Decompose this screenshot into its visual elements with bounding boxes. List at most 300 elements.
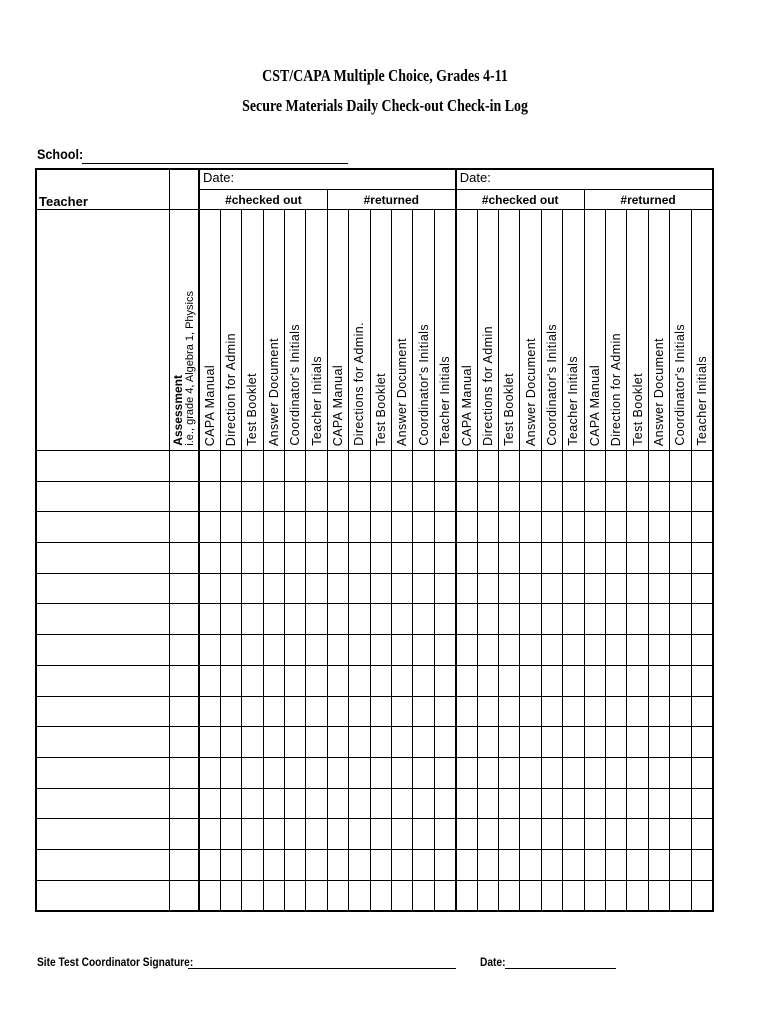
- entry-cell[interactable]: [627, 849, 648, 880]
- assessment-cell[interactable]: [169, 849, 199, 880]
- entry-cell[interactable]: [434, 573, 455, 604]
- entry-cell[interactable]: [499, 573, 520, 604]
- entry-cell[interactable]: [434, 665, 455, 696]
- entry-cell[interactable]: [606, 635, 627, 666]
- entry-cell[interactable]: [606, 512, 627, 543]
- entry-cell[interactable]: [220, 573, 241, 604]
- entry-cell[interactable]: [627, 543, 648, 574]
- entry-cell[interactable]: [541, 451, 562, 482]
- assessment-cell[interactable]: [169, 573, 199, 604]
- entry-cell[interactable]: [434, 481, 455, 512]
- entry-cell[interactable]: [306, 788, 327, 819]
- teacher-cell[interactable]: [36, 512, 169, 543]
- teacher-cell[interactable]: [36, 880, 169, 911]
- entry-cell[interactable]: [520, 819, 541, 850]
- entry-cell[interactable]: [392, 665, 413, 696]
- entry-cell[interactable]: [584, 757, 605, 788]
- entry-cell[interactable]: [541, 727, 562, 758]
- entry-cell[interactable]: [541, 512, 562, 543]
- entry-cell[interactable]: [670, 573, 691, 604]
- entry-cell[interactable]: [520, 543, 541, 574]
- entry-cell[interactable]: [648, 481, 669, 512]
- entry-cell[interactable]: [349, 665, 370, 696]
- entry-cell[interactable]: [392, 604, 413, 635]
- teacher-cell[interactable]: [36, 481, 169, 512]
- entry-cell[interactable]: [370, 696, 391, 727]
- entry-cell[interactable]: [648, 880, 669, 911]
- entry-cell[interactable]: [370, 604, 391, 635]
- entry-cell[interactable]: [413, 849, 434, 880]
- entry-cell[interactable]: [499, 757, 520, 788]
- entry-cell[interactable]: [263, 635, 284, 666]
- entry-cell[interactable]: [670, 604, 691, 635]
- entry-cell[interactable]: [670, 727, 691, 758]
- teacher-cell[interactable]: [36, 696, 169, 727]
- entry-cell[interactable]: [477, 788, 498, 819]
- entry-cell[interactable]: [220, 696, 241, 727]
- entry-cell[interactable]: [263, 481, 284, 512]
- entry-cell[interactable]: [434, 819, 455, 850]
- entry-cell[interactable]: [327, 635, 348, 666]
- entry-cell[interactable]: [285, 819, 306, 850]
- entry-cell[interactable]: [456, 665, 477, 696]
- entry-cell[interactable]: [306, 604, 327, 635]
- entry-cell[interactable]: [627, 819, 648, 850]
- entry-cell[interactable]: [670, 665, 691, 696]
- entry-cell[interactable]: [220, 481, 241, 512]
- teacher-cell[interactable]: [36, 543, 169, 574]
- entry-cell[interactable]: [349, 757, 370, 788]
- entry-cell[interactable]: [263, 665, 284, 696]
- entry-cell[interactable]: [370, 849, 391, 880]
- entry-cell[interactable]: [648, 849, 669, 880]
- entry-cell[interactable]: [670, 481, 691, 512]
- entry-cell[interactable]: [349, 543, 370, 574]
- entry-cell[interactable]: [456, 604, 477, 635]
- entry-cell[interactable]: [199, 604, 220, 635]
- entry-cell[interactable]: [220, 819, 241, 850]
- entry-cell[interactable]: [306, 512, 327, 543]
- entry-cell[interactable]: [306, 727, 327, 758]
- entry-cell[interactable]: [477, 512, 498, 543]
- entry-cell[interactable]: [242, 481, 263, 512]
- entry-cell[interactable]: [242, 604, 263, 635]
- entry-cell[interactable]: [327, 543, 348, 574]
- entry-cell[interactable]: [434, 604, 455, 635]
- entry-cell[interactable]: [413, 819, 434, 850]
- entry-cell[interactable]: [285, 573, 306, 604]
- entry-cell[interactable]: [285, 451, 306, 482]
- entry-cell[interactable]: [606, 543, 627, 574]
- entry-cell[interactable]: [434, 727, 455, 758]
- entry-cell[interactable]: [499, 451, 520, 482]
- entry-cell[interactable]: [563, 849, 584, 880]
- entry-cell[interactable]: [242, 757, 263, 788]
- entry-cell[interactable]: [648, 788, 669, 819]
- entry-cell[interactable]: [563, 880, 584, 911]
- entry-cell[interactable]: [199, 573, 220, 604]
- entry-cell[interactable]: [584, 788, 605, 819]
- entry-cell[interactable]: [349, 727, 370, 758]
- entry-cell[interactable]: [220, 451, 241, 482]
- entry-cell[interactable]: [370, 880, 391, 911]
- entry-cell[interactable]: [413, 573, 434, 604]
- entry-cell[interactable]: [306, 696, 327, 727]
- entry-cell[interactable]: [370, 665, 391, 696]
- entry-cell[interactable]: [220, 665, 241, 696]
- entry-cell[interactable]: [499, 635, 520, 666]
- entry-cell[interactable]: [413, 543, 434, 574]
- entry-cell[interactable]: [499, 819, 520, 850]
- entry-cell[interactable]: [199, 880, 220, 911]
- entry-cell[interactable]: [220, 543, 241, 574]
- entry-cell[interactable]: [370, 727, 391, 758]
- entry-cell[interactable]: [370, 543, 391, 574]
- entry-cell[interactable]: [456, 635, 477, 666]
- entry-cell[interactable]: [285, 635, 306, 666]
- entry-cell[interactable]: [691, 849, 712, 880]
- entry-cell[interactable]: [349, 635, 370, 666]
- entry-cell[interactable]: [477, 727, 498, 758]
- entry-cell[interactable]: [392, 481, 413, 512]
- entry-cell[interactable]: [670, 543, 691, 574]
- entry-cell[interactable]: [220, 727, 241, 758]
- entry-cell[interactable]: [627, 696, 648, 727]
- assessment-cell[interactable]: [169, 543, 199, 574]
- entry-cell[interactable]: [242, 727, 263, 758]
- entry-cell[interactable]: [242, 512, 263, 543]
- entry-cell[interactable]: [477, 819, 498, 850]
- entry-cell[interactable]: [199, 481, 220, 512]
- entry-cell[interactable]: [392, 573, 413, 604]
- entry-cell[interactable]: [263, 451, 284, 482]
- entry-cell[interactable]: [349, 849, 370, 880]
- entry-cell[interactable]: [263, 512, 284, 543]
- entry-cell[interactable]: [327, 727, 348, 758]
- entry-cell[interactable]: [563, 573, 584, 604]
- entry-cell[interactable]: [691, 451, 712, 482]
- entry-cell[interactable]: [648, 696, 669, 727]
- entry-cell[interactable]: [670, 849, 691, 880]
- assessment-cell[interactable]: [169, 819, 199, 850]
- teacher-cell[interactable]: [36, 727, 169, 758]
- entry-cell[interactable]: [648, 757, 669, 788]
- entry-cell[interactable]: [541, 665, 562, 696]
- entry-cell[interactable]: [392, 512, 413, 543]
- assessment-cell[interactable]: [169, 451, 199, 482]
- entry-cell[interactable]: [691, 727, 712, 758]
- entry-cell[interactable]: [499, 880, 520, 911]
- entry-cell[interactable]: [220, 604, 241, 635]
- entry-cell[interactable]: [199, 788, 220, 819]
- entry-cell[interactable]: [520, 696, 541, 727]
- entry-cell[interactable]: [349, 696, 370, 727]
- entry-cell[interactable]: [370, 819, 391, 850]
- entry-cell[interactable]: [413, 512, 434, 543]
- entry-cell[interactable]: [263, 849, 284, 880]
- entry-cell[interactable]: [477, 543, 498, 574]
- assessment-cell[interactable]: [169, 788, 199, 819]
- signature-field[interactable]: [188, 968, 456, 969]
- entry-cell[interactable]: [456, 451, 477, 482]
- date-cell-1[interactable]: [199, 169, 456, 190]
- entry-cell[interactable]: [691, 757, 712, 788]
- entry-cell[interactable]: [606, 819, 627, 850]
- entry-cell[interactable]: [242, 635, 263, 666]
- entry-cell[interactable]: [242, 849, 263, 880]
- entry-cell[interactable]: [327, 880, 348, 911]
- entry-cell[interactable]: [263, 696, 284, 727]
- entry-cell[interactable]: [563, 727, 584, 758]
- entry-cell[interactable]: [220, 788, 241, 819]
- entry-cell[interactable]: [606, 757, 627, 788]
- entry-cell[interactable]: [563, 451, 584, 482]
- entry-cell[interactable]: [434, 512, 455, 543]
- entry-cell[interactable]: [370, 451, 391, 482]
- entry-cell[interactable]: [456, 573, 477, 604]
- entry-cell[interactable]: [691, 665, 712, 696]
- entry-cell[interactable]: [563, 481, 584, 512]
- entry-cell[interactable]: [520, 573, 541, 604]
- entry-cell[interactable]: [627, 451, 648, 482]
- entry-cell[interactable]: [563, 635, 584, 666]
- entry-cell[interactable]: [477, 757, 498, 788]
- entry-cell[interactable]: [541, 849, 562, 880]
- entry-cell[interactable]: [541, 696, 562, 727]
- entry-cell[interactable]: [220, 757, 241, 788]
- entry-cell[interactable]: [285, 604, 306, 635]
- entry-cell[interactable]: [306, 819, 327, 850]
- entry-cell[interactable]: [413, 665, 434, 696]
- entry-cell[interactable]: [199, 727, 220, 758]
- entry-cell[interactable]: [220, 635, 241, 666]
- entry-cell[interactable]: [413, 635, 434, 666]
- entry-cell[interactable]: [606, 696, 627, 727]
- entry-cell[interactable]: [627, 788, 648, 819]
- entry-cell[interactable]: [392, 727, 413, 758]
- entry-cell[interactable]: [499, 665, 520, 696]
- entry-cell[interactable]: [349, 788, 370, 819]
- entry-cell[interactable]: [285, 696, 306, 727]
- entry-cell[interactable]: [242, 788, 263, 819]
- entry-cell[interactable]: [327, 604, 348, 635]
- entry-cell[interactable]: [392, 696, 413, 727]
- entry-cell[interactable]: [563, 512, 584, 543]
- entry-cell[interactable]: [327, 512, 348, 543]
- entry-cell[interactable]: [370, 757, 391, 788]
- entry-cell[interactable]: [520, 849, 541, 880]
- entry-cell[interactable]: [434, 451, 455, 482]
- entry-cell[interactable]: [199, 451, 220, 482]
- entry-cell[interactable]: [370, 512, 391, 543]
- entry-cell[interactable]: [648, 819, 669, 850]
- entry-cell[interactable]: [263, 543, 284, 574]
- entry-cell[interactable]: [199, 819, 220, 850]
- entry-cell[interactable]: [606, 451, 627, 482]
- entry-cell[interactable]: [499, 481, 520, 512]
- assessment-cell[interactable]: [169, 512, 199, 543]
- entry-cell[interactable]: [413, 788, 434, 819]
- entry-cell[interactable]: [327, 451, 348, 482]
- entry-cell[interactable]: [263, 880, 284, 911]
- entry-cell[interactable]: [434, 788, 455, 819]
- entry-cell[interactable]: [327, 757, 348, 788]
- entry-cell[interactable]: [327, 696, 348, 727]
- entry-cell[interactable]: [627, 757, 648, 788]
- entry-cell[interactable]: [285, 757, 306, 788]
- entry-cell[interactable]: [327, 665, 348, 696]
- entry-cell[interactable]: [306, 665, 327, 696]
- entry-cell[interactable]: [520, 635, 541, 666]
- entry-cell[interactable]: [563, 543, 584, 574]
- entry-cell[interactable]: [242, 880, 263, 911]
- entry-cell[interactable]: [263, 573, 284, 604]
- entry-cell[interactable]: [242, 451, 263, 482]
- entry-cell[interactable]: [349, 512, 370, 543]
- entry-cell[interactable]: [670, 696, 691, 727]
- entry-cell[interactable]: [627, 665, 648, 696]
- entry-cell[interactable]: [285, 727, 306, 758]
- entry-cell[interactable]: [434, 849, 455, 880]
- entry-cell[interactable]: [392, 788, 413, 819]
- teacher-cell[interactable]: [36, 635, 169, 666]
- entry-cell[interactable]: [413, 451, 434, 482]
- teacher-cell[interactable]: [36, 788, 169, 819]
- entry-cell[interactable]: [220, 880, 241, 911]
- entry-cell[interactable]: [327, 788, 348, 819]
- entry-cell[interactable]: [306, 849, 327, 880]
- entry-cell[interactable]: [584, 573, 605, 604]
- assessment-cell[interactable]: [169, 880, 199, 911]
- entry-cell[interactable]: [413, 604, 434, 635]
- entry-cell[interactable]: [413, 481, 434, 512]
- entry-cell[interactable]: [691, 573, 712, 604]
- entry-cell[interactable]: [584, 727, 605, 758]
- entry-cell[interactable]: [691, 819, 712, 850]
- date-cell-2[interactable]: [456, 169, 713, 190]
- entry-cell[interactable]: [242, 543, 263, 574]
- entry-cell[interactable]: [242, 819, 263, 850]
- entry-cell[interactable]: [413, 727, 434, 758]
- entry-cell[interactable]: [285, 481, 306, 512]
- entry-cell[interactable]: [520, 757, 541, 788]
- entry-cell[interactable]: [306, 635, 327, 666]
- entry-cell[interactable]: [670, 512, 691, 543]
- entry-cell[interactable]: [563, 788, 584, 819]
- entry-cell[interactable]: [306, 451, 327, 482]
- entry-cell[interactable]: [327, 819, 348, 850]
- assessment-cell[interactable]: [169, 635, 199, 666]
- entry-cell[interactable]: [520, 788, 541, 819]
- entry-cell[interactable]: [606, 849, 627, 880]
- entry-cell[interactable]: [199, 512, 220, 543]
- assessment-cell[interactable]: [169, 727, 199, 758]
- entry-cell[interactable]: [627, 635, 648, 666]
- entry-cell[interactable]: [456, 512, 477, 543]
- entry-cell[interactable]: [499, 512, 520, 543]
- entry-cell[interactable]: [456, 696, 477, 727]
- entry-cell[interactable]: [477, 880, 498, 911]
- entry-cell[interactable]: [199, 849, 220, 880]
- entry-cell[interactable]: [606, 604, 627, 635]
- entry-cell[interactable]: [306, 757, 327, 788]
- entry-cell[interactable]: [627, 604, 648, 635]
- entry-cell[interactable]: [263, 788, 284, 819]
- entry-cell[interactable]: [584, 481, 605, 512]
- entry-cell[interactable]: [199, 665, 220, 696]
- entry-cell[interactable]: [349, 880, 370, 911]
- assessment-cell[interactable]: [169, 481, 199, 512]
- assessment-cell[interactable]: [169, 696, 199, 727]
- entry-cell[interactable]: [456, 819, 477, 850]
- entry-cell[interactable]: [349, 451, 370, 482]
- entry-cell[interactable]: [285, 543, 306, 574]
- entry-cell[interactable]: [584, 635, 605, 666]
- entry-cell[interactable]: [306, 880, 327, 911]
- entry-cell[interactable]: [520, 481, 541, 512]
- entry-cell[interactable]: [327, 481, 348, 512]
- entry-cell[interactable]: [327, 573, 348, 604]
- entry-cell[interactable]: [199, 635, 220, 666]
- entry-cell[interactable]: [392, 849, 413, 880]
- entry-cell[interactable]: [242, 696, 263, 727]
- entry-cell[interactable]: [413, 696, 434, 727]
- entry-cell[interactable]: [691, 880, 712, 911]
- entry-cell[interactable]: [327, 849, 348, 880]
- entry-cell[interactable]: [648, 543, 669, 574]
- entry-cell[interactable]: [263, 604, 284, 635]
- entry-cell[interactable]: [499, 696, 520, 727]
- teacher-cell[interactable]: [36, 665, 169, 696]
- entry-cell[interactable]: [606, 788, 627, 819]
- entry-cell[interactable]: [349, 573, 370, 604]
- teacher-cell[interactable]: [36, 604, 169, 635]
- entry-cell[interactable]: [541, 788, 562, 819]
- entry-cell[interactable]: [285, 665, 306, 696]
- entry-cell[interactable]: [648, 665, 669, 696]
- entry-cell[interactable]: [520, 665, 541, 696]
- entry-cell[interactable]: [541, 604, 562, 635]
- entry-cell[interactable]: [199, 696, 220, 727]
- entry-cell[interactable]: [306, 543, 327, 574]
- entry-cell[interactable]: [349, 481, 370, 512]
- entry-cell[interactable]: [541, 573, 562, 604]
- entry-cell[interactable]: [434, 543, 455, 574]
- teacher-cell[interactable]: [36, 451, 169, 482]
- entry-cell[interactable]: [392, 543, 413, 574]
- entry-cell[interactable]: [392, 635, 413, 666]
- entry-cell[interactable]: [563, 696, 584, 727]
- entry-cell[interactable]: [584, 604, 605, 635]
- entry-cell[interactable]: [477, 665, 498, 696]
- entry-cell[interactable]: [670, 451, 691, 482]
- teacher-cell[interactable]: [36, 849, 169, 880]
- entry-cell[interactable]: [434, 757, 455, 788]
- entry-cell[interactable]: [584, 696, 605, 727]
- entry-cell[interactable]: [627, 512, 648, 543]
- entry-cell[interactable]: [456, 757, 477, 788]
- entry-cell[interactable]: [563, 604, 584, 635]
- entry-cell[interactable]: [563, 819, 584, 850]
- entry-cell[interactable]: [349, 604, 370, 635]
- entry-cell[interactable]: [541, 880, 562, 911]
- entry-cell[interactable]: [370, 635, 391, 666]
- entry-cell[interactable]: [606, 573, 627, 604]
- entry-cell[interactable]: [584, 543, 605, 574]
- entry-cell[interactable]: [541, 543, 562, 574]
- entry-cell[interactable]: [392, 757, 413, 788]
- entry-cell[interactable]: [477, 849, 498, 880]
